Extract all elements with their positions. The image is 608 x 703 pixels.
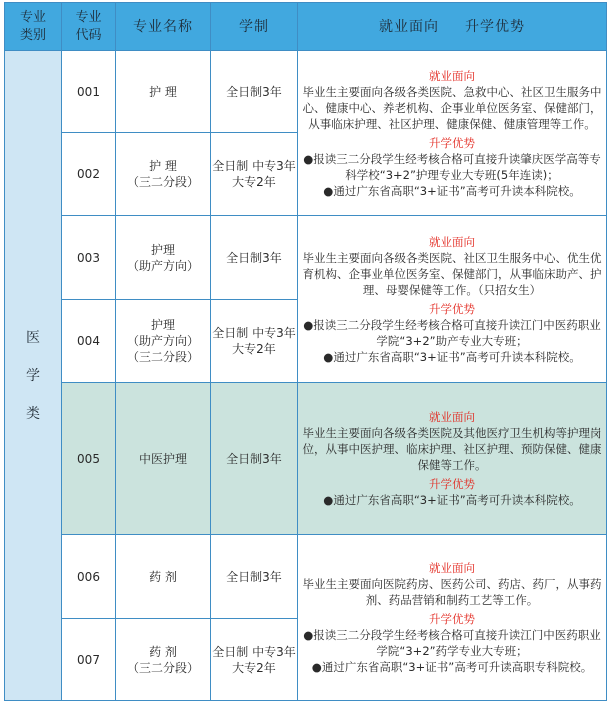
advancement-item: ●通过广东省高职“3+证书”高考可升读本科院校。: [323, 183, 581, 198]
system-cell: [211, 216, 298, 300]
table-row: [5, 535, 607, 619]
advancement-title: 升学优势: [429, 135, 475, 150]
header-category: [5, 3, 62, 51]
header-row: [5, 3, 607, 51]
employment-title: 就业面向: [429, 410, 475, 424]
name-line: （三二分段）: [126, 660, 199, 675]
advancement-item: ●报读三二分段学生经考核合格可直接升读江门中医药职业学院“3+2”助产专业大专班；: [303, 317, 601, 348]
header-code-line2: 代码: [75, 27, 102, 43]
code-cell: 007: [62, 619, 116, 701]
employment-text: 毕业生主要面向各级各类医院、社区卫生服务中心、优生优育机构、企事业单位医务室、保健部门，从事临床助产、护理、母婴保健等工作。（只招女生）: [302, 250, 602, 297]
header-category-line1: 专业: [19, 9, 46, 25]
system-line: 全日制3年: [226, 250, 282, 265]
program-table: [4, 2, 607, 701]
header-prospects: [298, 3, 607, 51]
system-line: 全日制3年: [226, 451, 282, 466]
employment-text: 毕业生主要面向各级各类医院、急救中心、社区卫生服务中心、健康中心、养老机构、企事业单位医务室、保健部门，从事临床护理、社区护理、健康保健、健康管理等工作。: [302, 84, 602, 131]
system-line: 全日制: [212, 159, 249, 173]
category-char: 医: [26, 329, 40, 346]
name-cell: [116, 300, 211, 383]
code-cell: 001: [62, 51, 116, 133]
advancement-item: ●报读三二分段学生经考核合格可直接升读肇庆医学高等专科学校“3+2”护理专业大专班(5年连读)；: [303, 151, 601, 182]
name-line: （助产方向）: [126, 334, 199, 348]
name-cell: [116, 383, 211, 535]
system-cell: [211, 619, 298, 701]
table-row: [5, 383, 607, 535]
system-line: 中专3年: [252, 644, 296, 659]
advancement-item: ●报读三二分段学生经考核合格可直接升读江门中医药职业学院“3+2”药学专业大专班；: [303, 628, 601, 658]
prospects-cell: [298, 535, 607, 701]
system-line: 全日制3年: [226, 84, 282, 99]
name-cell: [116, 216, 211, 300]
name-line: 护 理: [149, 159, 177, 173]
name-line: 护理: [150, 318, 175, 332]
prospects-cell: [298, 216, 607, 383]
header-employment: 就业面向: [379, 18, 439, 35]
header-code-line1: 专业: [75, 9, 102, 25]
header-system: 学制: [211, 3, 298, 51]
prospects-cell: [298, 383, 607, 535]
code-cell: 002: [62, 133, 116, 216]
employment-text: 毕业生主要面向各级各类医院及其他医疗卫生机构等护理岗位，从事中医护理、临床护理、社区护理、预防保健、健康保健等工作。: [302, 426, 602, 472]
advancement-item: ●通过广东省高职“3+证书”高考可升读高职专科院校。: [311, 660, 593, 674]
table-row: [5, 51, 607, 133]
advancement-title: 升学优势: [429, 477, 475, 491]
header-advancement: 升学优势: [465, 18, 525, 35]
code-cell: 003: [62, 216, 116, 300]
system-line: 中专3年: [252, 159, 296, 173]
advancement-title: 升学优势: [429, 612, 475, 626]
system-line: 大专2年: [232, 660, 276, 675]
advancement-item: ●通过广东省高职“3+证书”高考可升读本科院校。: [323, 493, 581, 507]
name-cell: [116, 51, 211, 133]
code-cell: 006: [62, 535, 116, 619]
system-cell: [211, 51, 298, 133]
category-char: 学: [26, 367, 40, 384]
system-cell: [211, 383, 298, 535]
name-cell: [116, 133, 211, 216]
system-cell: [211, 535, 298, 619]
system-line: 大专2年: [232, 342, 276, 356]
system-cell: [211, 300, 298, 383]
name-line: （三二分段）: [126, 175, 199, 189]
name-cell: [116, 535, 211, 619]
system-cell: [211, 133, 298, 216]
name-line: 护理: [150, 242, 175, 257]
name-cell: [116, 619, 211, 701]
name-line: 药 剂: [149, 644, 177, 659]
system-line: 全日制: [212, 326, 249, 340]
advancement-item: ●通过广东省高职“3+证书”高考可升读本科院校。: [323, 349, 581, 364]
employment-text: 毕业生主要面向医院药房、医药公司、药店、药厂，从事药剂、药品营销和制药工艺等工作。: [302, 577, 602, 607]
prospects-cell: [298, 51, 607, 216]
system-line: 全日制3年: [226, 569, 282, 584]
advancement-title: 升学优势: [429, 301, 475, 316]
name-line: 药 剂: [149, 569, 177, 584]
header-name: 专业名称: [116, 3, 211, 51]
code-cell: 005: [62, 383, 116, 535]
employment-title: 就业面向: [429, 68, 475, 83]
header-code: [62, 3, 116, 51]
header-category-line2: 类别: [19, 27, 46, 43]
name-line: 中医护理: [138, 451, 187, 466]
category-char: 类: [26, 405, 40, 422]
employment-title: 就业面向: [429, 561, 475, 575]
system-line: 全日制: [212, 644, 249, 659]
name-line: （三二分段）: [126, 350, 199, 364]
name-line: （助产方向）: [126, 258, 199, 273]
system-line: 大专2年: [232, 175, 276, 189]
employment-title: 就业面向: [429, 234, 475, 249]
name-line: 护 理: [149, 84, 177, 99]
table-row: [5, 216, 607, 300]
category-cell: [5, 51, 62, 701]
code-cell: 004: [62, 300, 116, 383]
system-line: 中专3年: [252, 326, 296, 340]
